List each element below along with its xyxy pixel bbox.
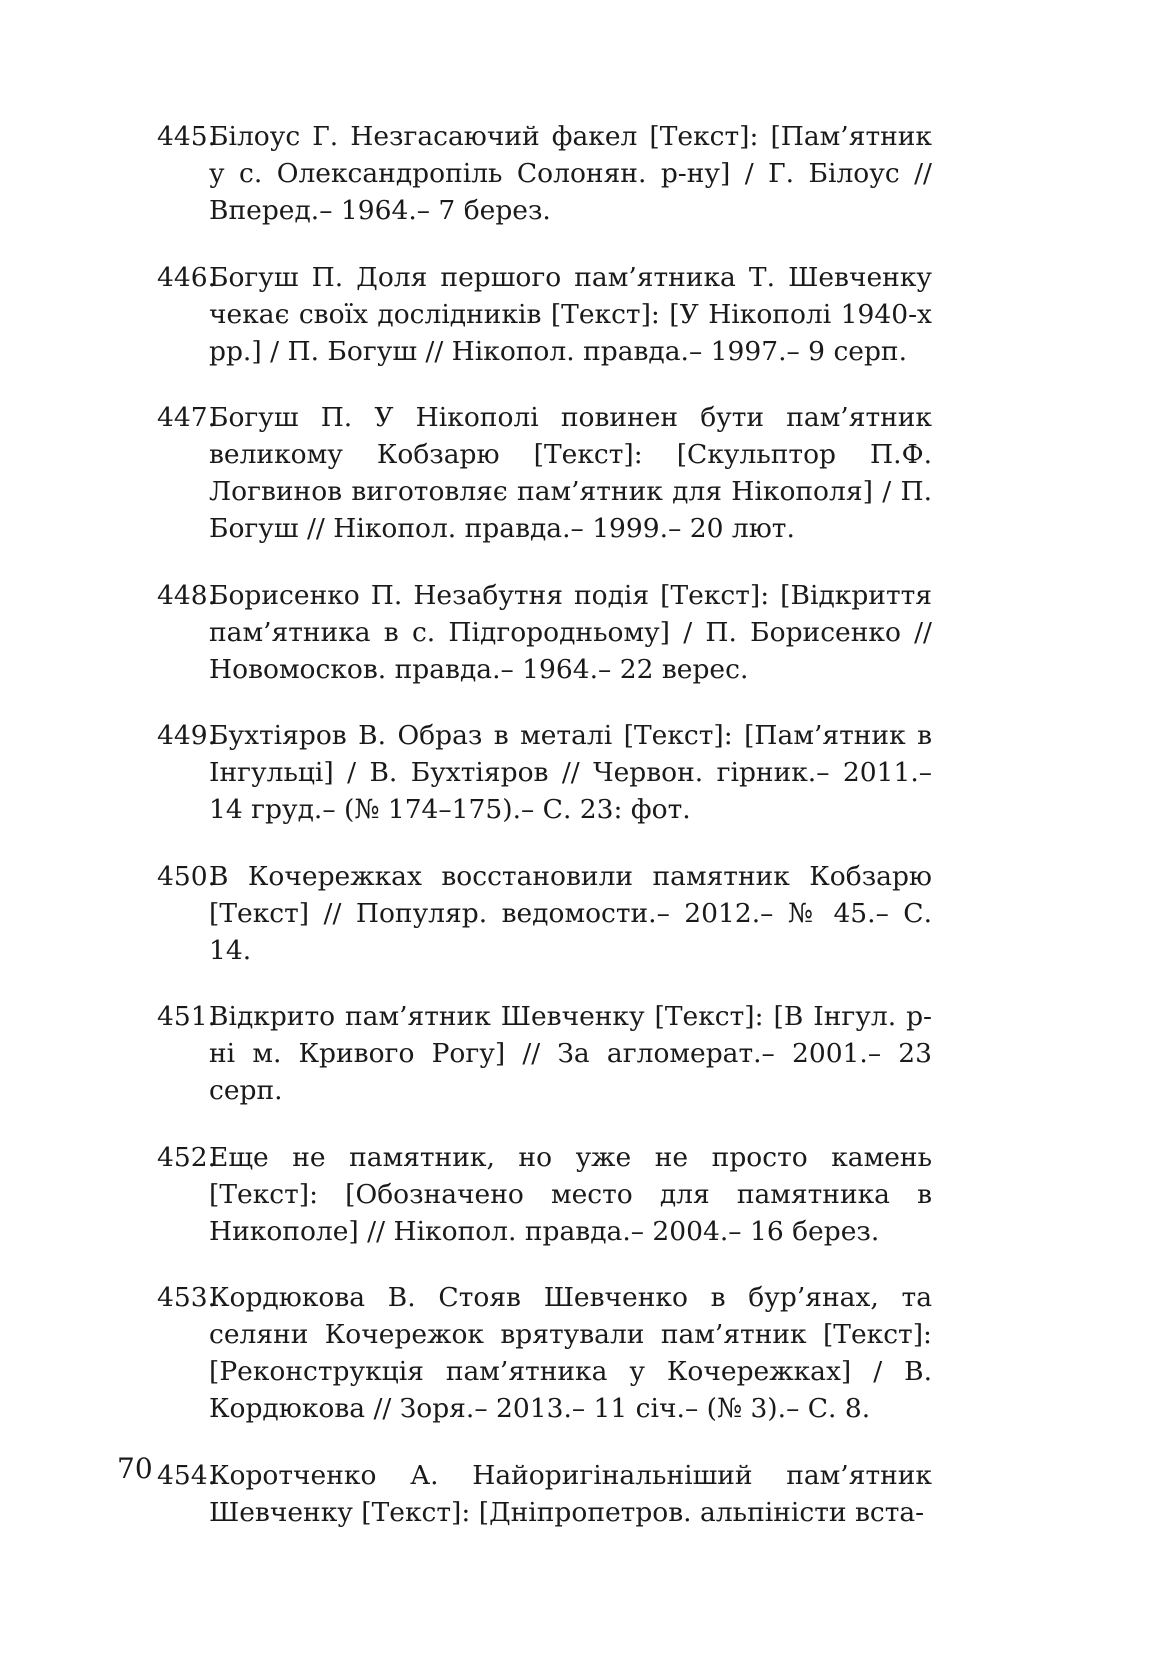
bibliography-entry — [157, 1457, 932, 1531]
bibliography-list — [157, 118, 932, 1560]
entry-number: 449. — [157, 720, 217, 751]
bibliography-entry — [157, 399, 932, 547]
entry-text: Богуш П. У Нікополі повинен бути пам’ятник великому Кобзарю [Текст]: [Скульптор П.Ф. Логвинов виготовляє пам’ятник для Нікополя] / П. Богуш // Нікопол. правда.– 1999.– 20 лют. — [209, 402, 932, 544]
entry-number: 445. — [157, 121, 217, 152]
entry-number: 446. — [157, 261, 217, 293]
entry-text: Коротченко А. Найоригінальніший пам’ятник Шевченку [Текст]: [Дніпропетров. альпіністи вста- — [209, 1459, 932, 1528]
entry-text: Відкрито пам’ятник Шевченку [Текст]: [В Інгул. р-ні м. Кривого Рогу] // За агломерат.– 2001.– 23 серп. — [209, 1001, 932, 1106]
entry-text: Кордюкова В. Стояв Шевченко в бур’янах, та селяни Кочережок врятували пам’ятник [Текст]: [Реконструкція пам’ятника у Кочережках] / В. Кордюкова // Зоря.– 2013.– 11 січ.– (№ 3).– С. 8. — [209, 1282, 932, 1424]
bibliography-entry — [157, 858, 932, 969]
entry-number: 454. — [157, 1459, 217, 1491]
bibliography-entry — [157, 1139, 932, 1250]
entry-number: 453. — [157, 1282, 217, 1313]
bibliography-entry — [157, 577, 932, 688]
entry-text: Бухтіяров В. Образ в металі [Текст]: [Пам’ятник в Інгульці] / В. Бухтіяров // Червон. гірник.– 2011.– 14 груд.– (№ 174–175).– С. 23: фот. — [209, 720, 932, 825]
entry-text: Богуш П. Доля першого пам’ятника Т. Шевченку чекає своїх дослідників [Текст]: [У Нікополі 1940-х рр.] / П. Богуш // Нікопол. правда.– 1997.– 9 серп. — [209, 261, 932, 367]
bibliography-entry — [157, 118, 932, 229]
page-number: 70 — [117, 1452, 153, 1485]
bibliography-entry — [157, 1279, 932, 1427]
entry-number: 451. — [157, 1001, 217, 1032]
bibliography-entry — [157, 259, 932, 370]
entry-number: 452. — [157, 1141, 217, 1173]
entry-text: Еще не памятник, но уже не просто камень [Текст]: [Обозначено место для памятника в Никополе] // Нікопол. правда.– 2004.– 16 берез. — [209, 1141, 932, 1247]
entry-number: 447. — [157, 402, 217, 433]
entry-number: 450. — [157, 860, 217, 892]
bibliography-entry — [157, 717, 932, 828]
bibliography-entry — [157, 998, 932, 1109]
entry-text: В Кочережках восстановили памятник Кобзарю [Текст] // Популяр. ведомости.– 2012.– № 45.– С. 14. — [209, 860, 932, 966]
entry-text: Білоус Г. Незгасаючий факел [Текст]: [Пам’ятник у с. Олександропіль Солонян. р-ну] / Г. Білоус // Вперед.– 1964.– 7 берез. — [209, 121, 932, 226]
entry-text: Борисенко П. Незабутня подія [Текст]: [Відкриття пам’ятника в с. Підгородньому] / П. Борисенко // Новомосков. правда.– 1964.– 22 верес. — [209, 579, 932, 685]
entry-number: 448. — [157, 579, 217, 611]
